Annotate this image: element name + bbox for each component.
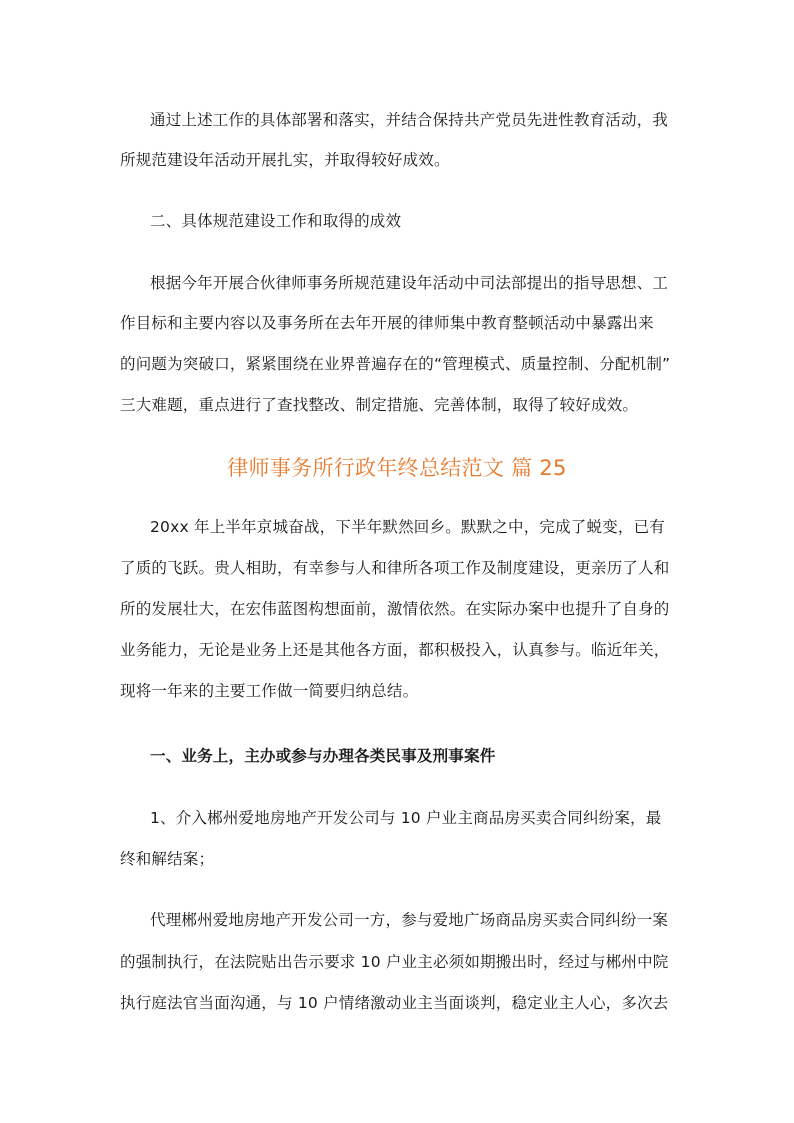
paragraph-line: 代理郴州爱地房地产开发公司一方，参与爱地广场商品房买卖合同纠纷一案 xyxy=(150,911,669,929)
paragraph-line: 终和解结案； xyxy=(120,850,215,868)
section-title: 律师事务所行政年终总结范文 篇 25 xyxy=(227,456,567,480)
paragraph-line: 的强制执行，在法院贴出告示要求 10 户业主必须如期搬出时，经过与郴州中院 xyxy=(120,953,669,971)
paragraph-line: 根据今年开展合伙律师事务所规范建设年活动中司法部提出的指导思想、工 xyxy=(150,274,669,292)
paragraph-line: 所的发展壮大，在宏伟蓝图构想面前，激情依然。在实际办案中也提升了自身的 xyxy=(120,600,670,618)
paragraph-line: 作目标和主要内容以及事务所在去年开展的律师集中教育整顿活动中暴露出来 xyxy=(120,314,654,332)
paragraph-line: 了质的飞跃。贵人相助，有幸参与人和律所各项工作及制度建设，更亲历了人和 xyxy=(120,559,670,577)
paragraph-line: 的问题为突破口，紧紧围绕在业界普遍存在的“管理模式、质量控制、分配机制” xyxy=(120,355,671,373)
paragraph-line: 1、介入郴州爱地房地产开发公司与 10 户业主商品房买卖合同纠纷案，最 xyxy=(150,809,662,827)
paragraph-line: 所规范建设年活动开展扎实，并取得较好成效。 xyxy=(120,151,450,169)
paragraph-line: 现将一年来的主要工作做一简要归纳总结。 xyxy=(120,682,419,700)
section-subheading: 二、具体规范建设工作和取得的成效 xyxy=(150,212,402,230)
paragraph-line: 20xx 年上半年京城奋战，下半年默然回乡。默默之中，完成了蜕变，已有 xyxy=(150,518,665,536)
paragraph-line: 业务能力，无论是业务上还是其他各方面，都积极投入，认真参与。临近年关， xyxy=(120,641,670,659)
section-subheading: 一、业务上，主办或参与办理各类民事及刑事案件 xyxy=(150,747,496,765)
paragraph-line: 执行庭法官当面沟通，与 10 户情绪激动业主当面谈判，稳定业主人心，多次去 xyxy=(120,994,669,1012)
paragraph-line: 三大难题，重点进行了查找整改、制定措施、完善体制，取得了较好成效。 xyxy=(120,396,639,414)
paragraph-line: 通过上述工作的具体部署和落实，并结合保持共产党员先进性教育活动，我 xyxy=(150,111,669,129)
